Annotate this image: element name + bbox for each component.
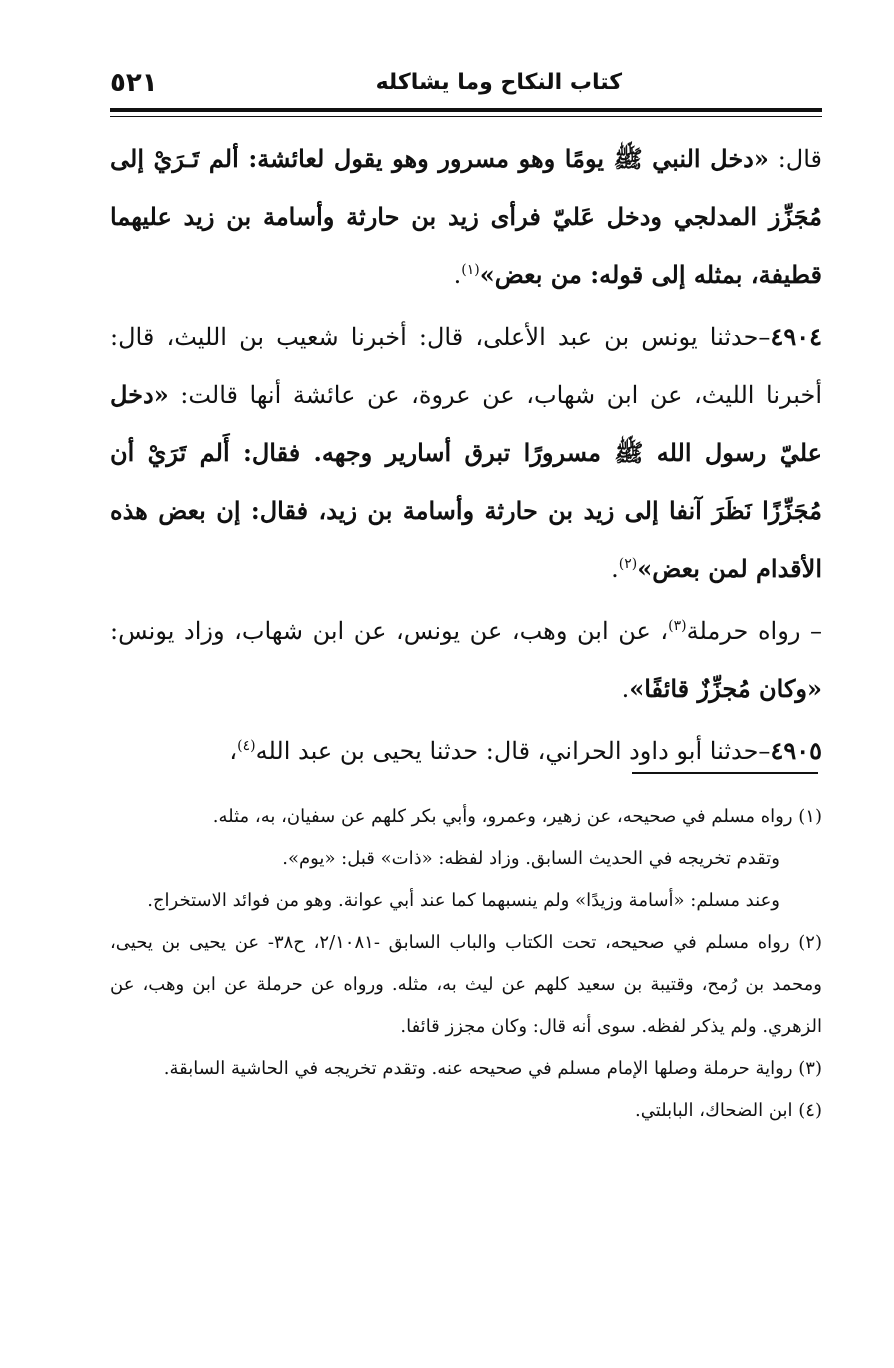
p1-intro: قال: [768,145,822,173]
hadith-number-4905: ٤٩٠٥ [770,736,822,765]
p3-text2: ، عن ابن وهب، عن يونس، عن ابن شهاب، وزاد يونس: [110,617,669,645]
footnote-1: (١) رواه مسلم في صحيحه، عن زهير، وعمرو، وأبي بكر كلهم عن سفيان، به، مثله. [212,806,822,827]
footnote-separator [632,772,818,774]
footnote-2: (٢) رواه مسلم في صحيحه، تحت الكتاب والباب السابق -٢/١٠٨١، ح٣٨- عن يحيى بن يحيى، ومحمد بن رُمح، وقتيبة بن سعيد كلهم عن ليث به، مثله. ورواه عن حرملة عن ابن وهب، عن الزهري. ولم يذكر لفظه. سوى أنه قال: وكان مجزز قائفا. [110,932,822,1037]
paragraph-1 [110,130,822,304]
footnote-ref-3: (٣) [668,618,687,634]
footnotes [110,796,822,1132]
main-text [110,130,822,784]
p3-text: – رواه حرملة [686,617,822,645]
footnote-ref-1: (١) [461,262,480,278]
header-rule-thick [110,108,822,112]
p2-end: . [611,555,619,583]
p1-quote: «دخل النبي ﷺ يومًا وهو مسرور وهو يقول لعائشة: ألم تَـرَيْ إلى مُجَزِّز المدلجي ودخل عَليّ فرأى زيد بن حارثة وأسامة بن زيد عليهما قطيفة، بمثله إلى قوله: من بعض» [110,144,822,289]
p2-quote: «دخل عليّ رسول الله ﷺ مسرورًا تبرق أسارير وجهه. فقال: أَلم تَرَيْ أن مُجَزِّزًا نَظَرَ آنفا إلى زيد بن حارثة وأسامة بن زيد، فقال: إن بعض هذه الأقدام لمن بعض» [110,380,822,583]
footnote-3: (٣) رواية حرملة وصلها الإمام مسلم في صحيحه عنه. وتقدم تخريجه في الحاشية السابقة. [163,1058,822,1079]
p4-end: ، [229,737,238,765]
footnote-ref-2: (٢) [618,556,638,572]
p1-end: . [453,261,462,289]
footnote-1-continued: وتقدم تخريجه في الحديث السابق. وزاد لفظه: «ذات» قبل: «يوم». [282,848,780,869]
page-number: ٥٢١ [110,68,158,98]
p4-text: –حدثنا أبو داود الحراني، قال: حدثنا يحيى بن عبد الله [255,737,771,765]
p2-text: –حدثنا يونس بن عبد الأعلى، قال: أخبرنا شعيب بن الليث، قال: أخبرنا الليث، عن ابن شهاب، عن عروة، عن عائشة أنها قالت: [110,323,822,409]
footnote-1-note: وعند مسلم: «أسامة وزيدًا» ولم ينسبهما كما عند أبي عوانة. وهو من فوائد الاستخراج. [147,890,780,911]
hadith-number-4904: ٤٩٠٤ [770,322,822,351]
paragraph-3 [110,602,822,718]
page-header [110,64,822,108]
p3-end: . [621,675,630,703]
p3-quote: «وكان مُجزِّزٌ قائفًا» [629,674,822,703]
footnote-ref-4: (٤) [237,738,256,754]
header-rule-thin [110,116,822,117]
footnote-4: (٤) ابن الضحاك، البابلتي. [635,1100,822,1121]
paragraph-2 [110,308,822,598]
chapter-title: كتاب النكاح وما يشاكله [375,70,622,95]
